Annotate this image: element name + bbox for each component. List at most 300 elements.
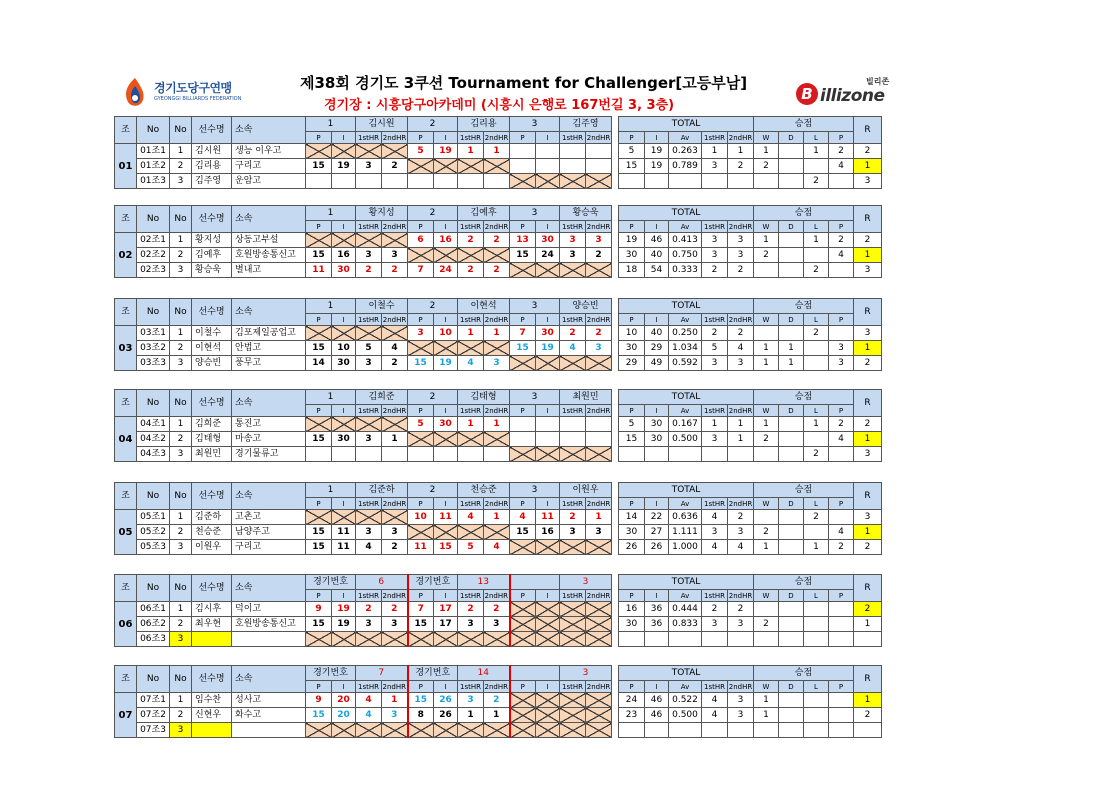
blocked-cell bbox=[560, 174, 586, 189]
game-stat bbox=[332, 447, 356, 462]
table-row bbox=[115, 341, 882, 356]
rank-value: 2 bbox=[854, 602, 882, 617]
game-stat bbox=[510, 417, 536, 432]
header-1sthr: 1stHR bbox=[560, 681, 586, 693]
player-code: 05조1 bbox=[137, 510, 170, 525]
total-stat: 2 bbox=[728, 602, 754, 617]
score-stat bbox=[779, 159, 804, 174]
header-i: I bbox=[332, 221, 356, 233]
match-number: 13 bbox=[458, 575, 510, 590]
header-rank: R bbox=[854, 666, 882, 693]
player-code: 02조1 bbox=[137, 233, 170, 248]
player-team bbox=[232, 723, 306, 738]
score-header-w: W bbox=[754, 314, 779, 326]
game-stat: 15 bbox=[306, 432, 332, 447]
header-i: I bbox=[332, 498, 356, 510]
header-2ndhr: 2ndHR bbox=[484, 682, 508, 691]
blocked-cell bbox=[510, 617, 536, 632]
total-header-av: Av bbox=[669, 405, 702, 417]
blocked-cell bbox=[306, 233, 332, 248]
player-no: 3 bbox=[170, 263, 192, 278]
header-2ndhr: 2ndHR bbox=[586, 406, 611, 415]
game-stat bbox=[332, 174, 356, 189]
total-stat: 30 bbox=[645, 432, 669, 447]
total-stat: 27 bbox=[645, 525, 669, 540]
header-i: I bbox=[536, 498, 560, 510]
score-stat bbox=[779, 632, 804, 647]
total-stat: 1 bbox=[702, 144, 728, 159]
opponent-index: 1 bbox=[306, 299, 356, 314]
game-stat: 15 bbox=[306, 540, 332, 555]
score-stat: 2 bbox=[804, 174, 829, 189]
header-2ndhr: 2ndHR bbox=[484, 406, 509, 415]
blocked-cell bbox=[332, 632, 356, 647]
total-header-1sthr: 1stHR bbox=[702, 498, 728, 510]
player-name bbox=[192, 632, 232, 647]
score-stat bbox=[804, 356, 829, 371]
game-stat: 3 bbox=[586, 341, 612, 356]
total-stat: 4 bbox=[702, 708, 728, 723]
game-stat: 8 bbox=[408, 708, 434, 723]
total-stat: 2 bbox=[728, 159, 754, 174]
game-stat: 30 bbox=[434, 417, 458, 432]
table-row bbox=[115, 233, 882, 248]
header-total: TOTAL bbox=[619, 666, 754, 681]
game-stat bbox=[510, 432, 536, 447]
game-stat: 3 bbox=[382, 708, 408, 723]
header-1sthr: 1stHR bbox=[356, 681, 382, 693]
rank-value: 1 bbox=[854, 159, 882, 174]
game-stat: 15 bbox=[306, 708, 332, 723]
player-team: 경기물류고 bbox=[232, 447, 306, 462]
header-1sthr: 1stHR bbox=[458, 405, 484, 417]
score-stat bbox=[754, 632, 779, 647]
score-header-p: P bbox=[829, 681, 854, 693]
score-stat: 2 bbox=[754, 525, 779, 540]
header-code: No bbox=[137, 483, 170, 510]
player-name: 김예후 bbox=[192, 248, 232, 263]
header-player: 선수명 bbox=[192, 390, 232, 417]
player-team: 덕이고 bbox=[232, 602, 306, 617]
game-stat: 4 bbox=[458, 510, 484, 525]
game-stat bbox=[458, 447, 484, 462]
game-stat: 3 bbox=[560, 233, 586, 248]
score-header-l: L bbox=[804, 498, 829, 510]
rank-value: 1 bbox=[854, 693, 882, 708]
total-header-1sthr: 1stHR bbox=[702, 590, 728, 602]
header-1sthr: 1stHR bbox=[560, 590, 586, 602]
player-team: 호원방송통신고 bbox=[232, 617, 306, 632]
score-stat bbox=[779, 144, 804, 159]
game-stat: 1 bbox=[586, 510, 612, 525]
blocked-cell bbox=[458, 432, 484, 447]
score-stat bbox=[754, 723, 779, 738]
player-name: 신현우 bbox=[192, 708, 232, 723]
blocked-cell bbox=[408, 248, 434, 263]
header-i: I bbox=[434, 405, 458, 417]
header-i: I bbox=[536, 681, 560, 693]
game-stat: 16 bbox=[536, 525, 560, 540]
score-stat: 2 bbox=[829, 144, 854, 159]
group-table-01 bbox=[114, 116, 882, 189]
blocked-cell bbox=[434, 248, 458, 263]
header-1sthr: 1stHR bbox=[458, 132, 484, 144]
blocked-cell bbox=[458, 341, 484, 356]
game-stat: 4 bbox=[510, 510, 536, 525]
blocked-cell bbox=[510, 602, 536, 617]
player-no: 3 bbox=[170, 174, 192, 189]
header-p: P bbox=[408, 590, 434, 602]
blocked-cell bbox=[510, 693, 536, 708]
spacer bbox=[612, 510, 619, 525]
match-number: 14 bbox=[458, 666, 510, 681]
spacer bbox=[612, 525, 619, 540]
table-row bbox=[115, 693, 882, 708]
spacer bbox=[612, 540, 619, 555]
blocked-cell bbox=[510, 174, 536, 189]
total-stat: 3 bbox=[728, 233, 754, 248]
total-stat bbox=[702, 723, 728, 738]
game-stat: 3 bbox=[484, 356, 510, 371]
header-code: No bbox=[137, 299, 170, 326]
spacer bbox=[612, 447, 619, 462]
game-stat: 4 bbox=[382, 341, 408, 356]
header-p: P bbox=[306, 405, 332, 417]
player-name bbox=[192, 723, 232, 738]
header-2ndhr: 2ndHR bbox=[586, 222, 611, 231]
table-row bbox=[115, 263, 882, 278]
blocked-cell bbox=[458, 159, 484, 174]
score-stat bbox=[779, 525, 804, 540]
header-score: 승점 bbox=[754, 483, 854, 498]
rank-value: 3 bbox=[854, 447, 882, 462]
game-stat: 30 bbox=[536, 326, 560, 341]
opponent-index: 3 bbox=[510, 483, 560, 498]
blocked-cell bbox=[536, 447, 560, 462]
game-stat bbox=[306, 447, 332, 462]
total-header-i: I bbox=[645, 221, 669, 233]
blocked-cell bbox=[356, 233, 382, 248]
rank-value: 3 bbox=[854, 263, 882, 278]
header-p: P bbox=[408, 498, 434, 510]
score-stat bbox=[829, 723, 854, 738]
player-team: 호원방송통신고 bbox=[232, 248, 306, 263]
total-stat: 4 bbox=[702, 510, 728, 525]
total-stat: 0.592 bbox=[669, 356, 702, 371]
header-score: 승점 bbox=[754, 390, 854, 405]
score-stat bbox=[804, 617, 829, 632]
total-stat: 4 bbox=[702, 540, 728, 555]
score-stat bbox=[804, 708, 829, 723]
total-stat bbox=[702, 174, 728, 189]
spacer bbox=[612, 299, 619, 326]
player-code: 05조2 bbox=[137, 525, 170, 540]
score-stat: 2 bbox=[754, 617, 779, 632]
score-stat: 1 bbox=[804, 144, 829, 159]
header-team: 소속 bbox=[232, 575, 306, 602]
header-2ndhr: 2ndHR bbox=[382, 133, 407, 142]
blocked-cell bbox=[560, 617, 586, 632]
total-stat bbox=[619, 632, 645, 647]
blocked-cell bbox=[382, 723, 408, 738]
blocked-cell bbox=[408, 632, 434, 647]
game-stat: 10 bbox=[408, 510, 434, 525]
score-header-d: D bbox=[779, 221, 804, 233]
player-code: 01조1 bbox=[137, 144, 170, 159]
total-stat bbox=[619, 723, 645, 738]
player-no: 2 bbox=[170, 432, 192, 447]
total-stat: 4 bbox=[728, 540, 754, 555]
total-stat bbox=[645, 632, 669, 647]
total-header-1sthr: 1stHR bbox=[702, 132, 728, 144]
blocked-cell bbox=[434, 632, 458, 647]
spacer bbox=[612, 206, 619, 233]
game-stat: 16 bbox=[332, 248, 356, 263]
game-stat: 2 bbox=[382, 540, 408, 555]
game-stat: 19 bbox=[536, 341, 560, 356]
score-stat bbox=[779, 263, 804, 278]
game-stat: 2 bbox=[458, 233, 484, 248]
total-stat: 4 bbox=[702, 693, 728, 708]
total-stat: 1 bbox=[728, 417, 754, 432]
game-stat: 3 bbox=[356, 432, 382, 447]
score-stat: 1 bbox=[754, 417, 779, 432]
game-stat: 15 bbox=[408, 356, 434, 371]
score-header-p: P bbox=[829, 405, 854, 417]
sponsor-logo-korean: 빌리존 bbox=[866, 77, 890, 86]
total-header-i: I bbox=[645, 590, 669, 602]
header-team: 소속 bbox=[232, 206, 306, 233]
header-i: I bbox=[434, 590, 458, 602]
header-2ndhr: 2ndHR bbox=[382, 406, 407, 415]
blocked-cell bbox=[510, 632, 536, 647]
header-no: No bbox=[170, 483, 192, 510]
game-stat bbox=[382, 174, 408, 189]
total-stat: 29 bbox=[619, 356, 645, 371]
total-stat: 3 bbox=[728, 708, 754, 723]
score-stat bbox=[829, 617, 854, 632]
total-stat: 14 bbox=[619, 510, 645, 525]
blocked-cell bbox=[586, 447, 612, 462]
game-stat: 5 bbox=[408, 144, 434, 159]
total-stat bbox=[645, 723, 669, 738]
total-stat: 2 bbox=[702, 326, 728, 341]
total-stat: 3 bbox=[728, 356, 754, 371]
rank-value: 2 bbox=[854, 144, 882, 159]
game-stat: 3 bbox=[382, 248, 408, 263]
game-stat: 19 bbox=[434, 144, 458, 159]
spacer bbox=[612, 666, 619, 693]
header-1sthr: 1stHR bbox=[560, 132, 586, 144]
game-stat bbox=[560, 159, 586, 174]
player-team bbox=[232, 632, 306, 647]
game-stat: 3 bbox=[356, 617, 382, 632]
total-header-av: Av bbox=[669, 498, 702, 510]
total-stat: 1 bbox=[702, 417, 728, 432]
total-stat: 2 bbox=[728, 263, 754, 278]
header-rank: R bbox=[854, 299, 882, 326]
score-stat bbox=[829, 632, 854, 647]
opponent-index: 3 bbox=[510, 299, 560, 314]
score-header-w: W bbox=[754, 498, 779, 510]
game-stat: 2 bbox=[586, 326, 612, 341]
rank-value: 1 bbox=[854, 341, 882, 356]
score-header-w: W bbox=[754, 681, 779, 693]
total-stat: 54 bbox=[645, 263, 669, 278]
total-header-i: I bbox=[645, 132, 669, 144]
score-stat: 1 bbox=[754, 341, 779, 356]
game-stat: 2 bbox=[586, 248, 612, 263]
total-header-av: Av bbox=[669, 221, 702, 233]
spacer bbox=[612, 341, 619, 356]
player-team: 성사고 bbox=[232, 693, 306, 708]
score-header-d: D bbox=[779, 498, 804, 510]
game-stat bbox=[484, 447, 510, 462]
opponent-index: 1 bbox=[306, 206, 356, 221]
total-stat: 3 bbox=[702, 159, 728, 174]
game-stat: 24 bbox=[536, 248, 560, 263]
federation-logo-text: 경기도당구연맹 bbox=[154, 81, 232, 95]
match-label: 경기번호 bbox=[408, 575, 458, 590]
header-score: 승점 bbox=[754, 117, 854, 132]
game-stat bbox=[434, 447, 458, 462]
total-stat: 24 bbox=[619, 693, 645, 708]
player-name: 황승욱 bbox=[192, 263, 232, 278]
total-stat: 0.636 bbox=[669, 510, 702, 525]
game-stat bbox=[586, 432, 612, 447]
score-stat bbox=[779, 432, 804, 447]
total-stat: 1 bbox=[728, 432, 754, 447]
header-code: No bbox=[137, 390, 170, 417]
player-code: 03조1 bbox=[137, 326, 170, 341]
header-2ndhr: 2ndHR bbox=[382, 499, 407, 508]
score-stat bbox=[779, 693, 804, 708]
score-header-w: W bbox=[754, 405, 779, 417]
blocked-cell bbox=[586, 263, 612, 278]
score-stat bbox=[779, 248, 804, 263]
header-group: 조 bbox=[115, 666, 137, 693]
total-stat bbox=[728, 447, 754, 462]
total-stat: 49 bbox=[645, 356, 669, 371]
total-header-2ndhr: 2ndHR bbox=[728, 591, 753, 600]
blocked-cell bbox=[586, 174, 612, 189]
game-stat: 5 bbox=[458, 540, 484, 555]
player-no: 3 bbox=[170, 723, 192, 738]
score-stat bbox=[829, 510, 854, 525]
score-stat: 1 bbox=[754, 144, 779, 159]
header-1sthr: 1stHR bbox=[356, 405, 382, 417]
rank-value: 2 bbox=[854, 356, 882, 371]
player-no: 1 bbox=[170, 693, 192, 708]
score-stat: 3 bbox=[829, 356, 854, 371]
spacer bbox=[612, 602, 619, 617]
total-header-p: P bbox=[619, 314, 645, 326]
blocked-cell bbox=[382, 417, 408, 432]
blocked-cell bbox=[332, 417, 356, 432]
blocked-cell bbox=[382, 326, 408, 341]
header-i: I bbox=[332, 405, 356, 417]
header-2ndhr: 2ndHR bbox=[484, 222, 509, 231]
total-stat bbox=[619, 447, 645, 462]
player-code: 04조2 bbox=[137, 432, 170, 447]
total-header-2ndhr: 2ndHR bbox=[728, 315, 753, 324]
game-stat: 7 bbox=[408, 263, 434, 278]
total-stat: 30 bbox=[619, 341, 645, 356]
header-i: I bbox=[332, 132, 356, 144]
header-code: No bbox=[137, 575, 170, 602]
total-stat: 40 bbox=[645, 326, 669, 341]
game-stat: 9 bbox=[306, 693, 332, 708]
table-row bbox=[115, 417, 882, 432]
game-stat: 1 bbox=[458, 417, 484, 432]
player-code: 05조3 bbox=[137, 540, 170, 555]
header-2ndhr: 2ndHR bbox=[484, 591, 508, 600]
score-stat bbox=[829, 708, 854, 723]
rank-value bbox=[854, 632, 882, 647]
total-stat: 2 bbox=[702, 602, 728, 617]
game-stat: 15 bbox=[306, 341, 332, 356]
score-stat bbox=[754, 602, 779, 617]
blocked-cell bbox=[586, 708, 612, 723]
header-no: No bbox=[170, 206, 192, 233]
player-team: 화수고 bbox=[232, 708, 306, 723]
score-stat: 4 bbox=[829, 525, 854, 540]
game-stat: 15 bbox=[510, 341, 536, 356]
header-i: I bbox=[536, 405, 560, 417]
game-stat bbox=[408, 174, 434, 189]
game-stat: 11 bbox=[408, 540, 434, 555]
opponent-index: 3 bbox=[510, 117, 560, 132]
game-stat: 16 bbox=[434, 233, 458, 248]
header-total: TOTAL bbox=[619, 299, 754, 314]
game-stat: 2 bbox=[382, 602, 408, 617]
game-stat: 7 bbox=[510, 326, 536, 341]
header-total: TOTAL bbox=[619, 575, 754, 590]
group-id: 02 bbox=[115, 233, 137, 278]
header-p: P bbox=[306, 681, 332, 693]
score-stat: 2 bbox=[804, 447, 829, 462]
game-stat: 1 bbox=[484, 144, 510, 159]
score-stat bbox=[829, 174, 854, 189]
player-no: 1 bbox=[170, 417, 192, 432]
blocked-cell bbox=[510, 708, 536, 723]
blocked-cell bbox=[332, 233, 356, 248]
player-name: 김준하 bbox=[192, 510, 232, 525]
blocked-cell bbox=[434, 525, 458, 540]
score-stat bbox=[754, 326, 779, 341]
score-stat bbox=[829, 263, 854, 278]
game-stat: 15 bbox=[510, 248, 536, 263]
header-p: P bbox=[408, 681, 434, 693]
total-stat: 3 bbox=[728, 617, 754, 632]
blocked-cell bbox=[306, 510, 332, 525]
match-label: 경기번호 bbox=[306, 666, 356, 681]
blocked-cell bbox=[536, 708, 560, 723]
header-group: 조 bbox=[115, 575, 137, 602]
player-no: 1 bbox=[170, 326, 192, 341]
table-row bbox=[115, 356, 882, 371]
opponent-index: 1 bbox=[306, 117, 356, 132]
opponent-name: 황승욱 bbox=[560, 206, 612, 221]
blocked-cell bbox=[510, 540, 536, 555]
game-stat: 3 bbox=[356, 248, 382, 263]
header-rank: R bbox=[854, 117, 882, 144]
spacer bbox=[612, 248, 619, 263]
player-name: 이원우 bbox=[192, 540, 232, 555]
header-p: P bbox=[306, 590, 332, 602]
score-stat bbox=[804, 602, 829, 617]
header-1sthr: 1stHR bbox=[560, 405, 586, 417]
